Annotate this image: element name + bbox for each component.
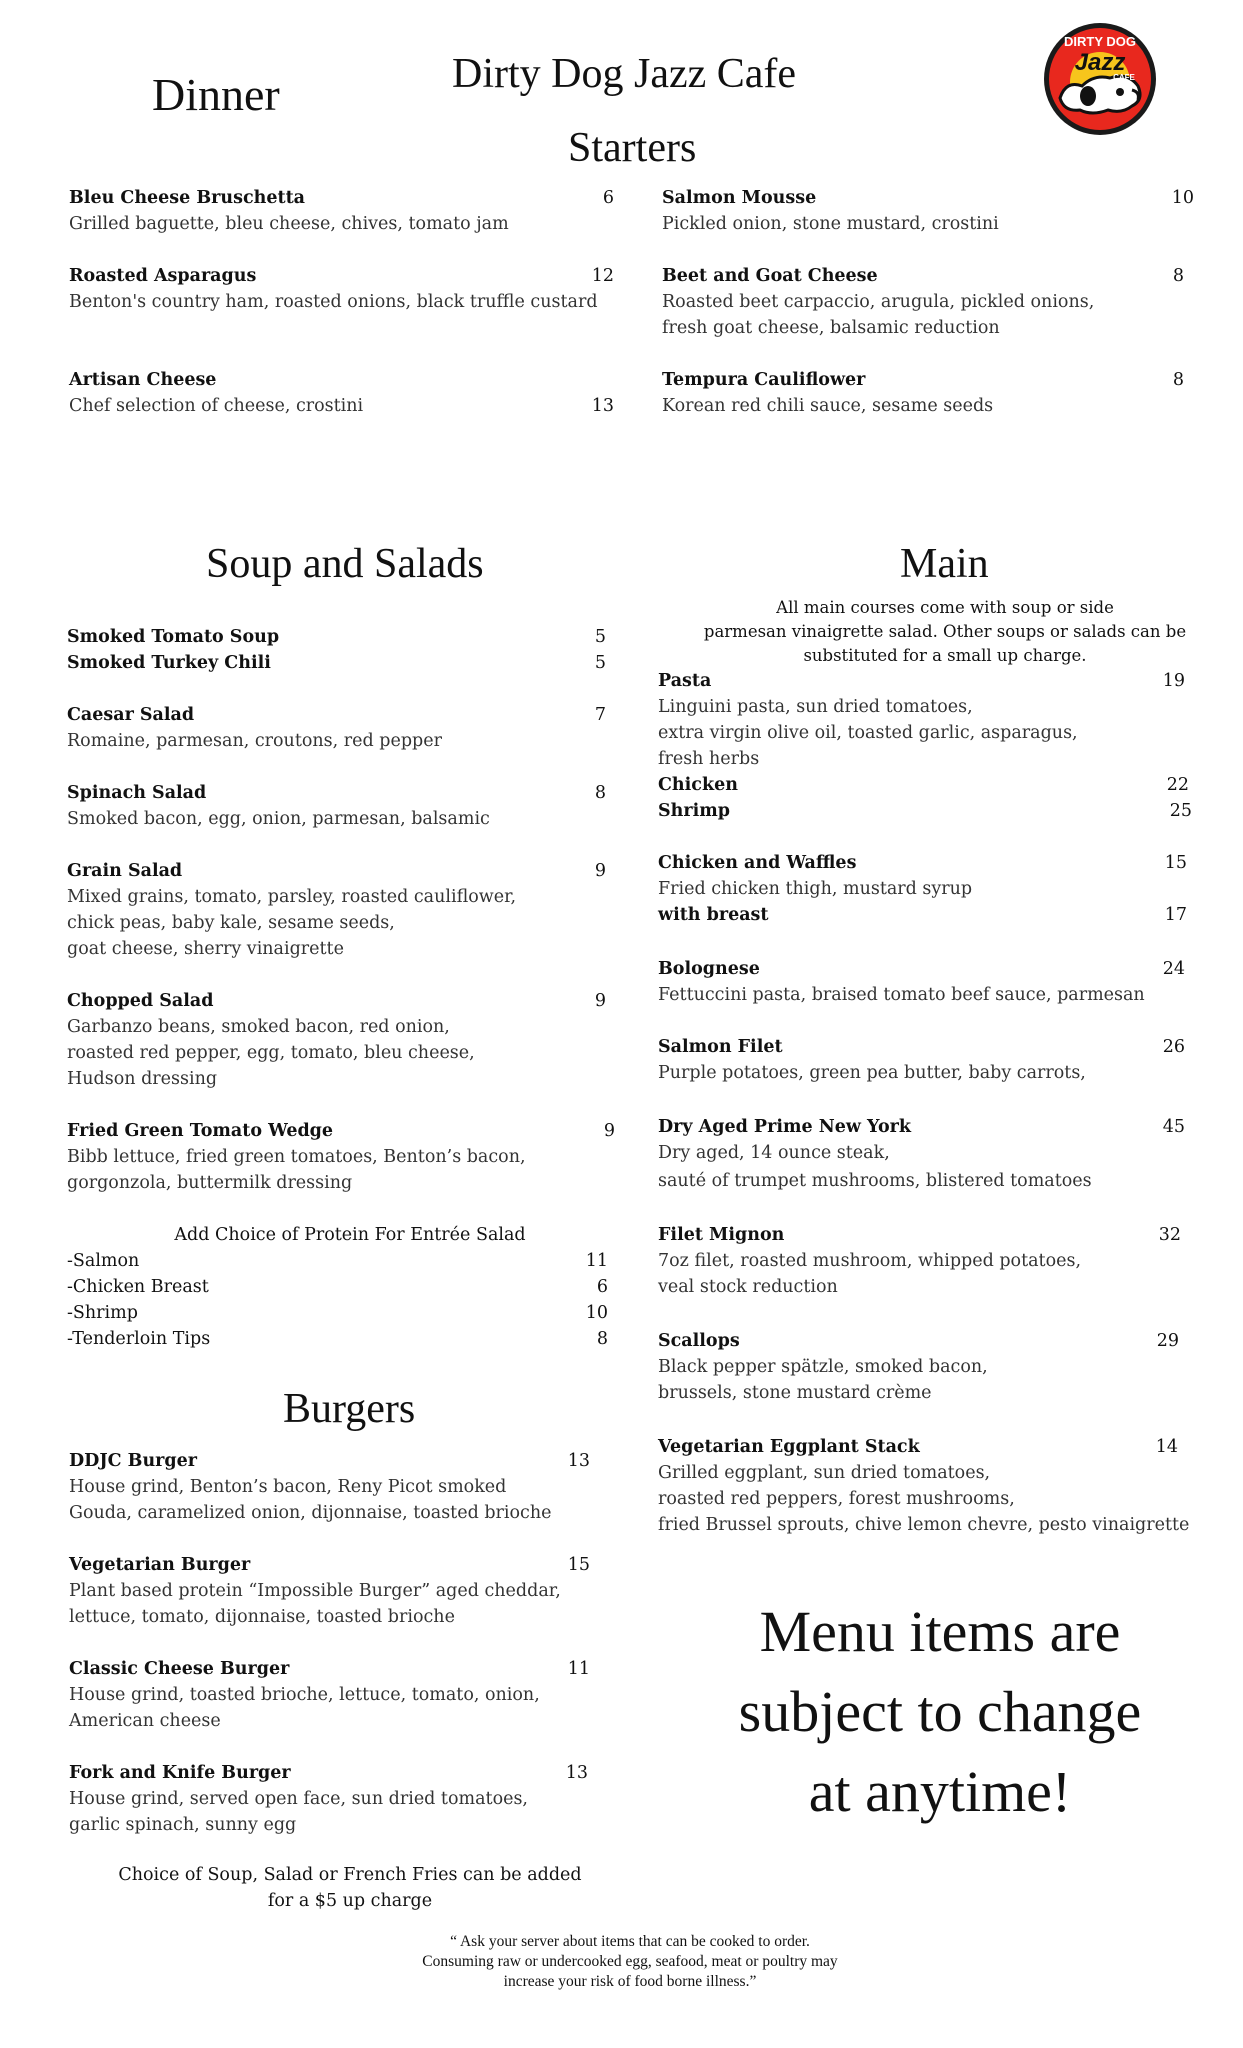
item-price: 9 [594, 861, 606, 881]
item-description: brussels, stone mustard crème [658, 1383, 932, 1403]
protein-price: 11 [585, 1251, 608, 1271]
item-name: Fork and Knife Burger [69, 1763, 291, 1783]
item-name: Roasted Asparagus [69, 266, 257, 286]
item-description: Chef selection of cheese, crostini [69, 396, 364, 416]
starter-item [662, 367, 1184, 419]
addon-name: Shrimp [658, 801, 730, 821]
note-line: for a $5 up charge [267, 1891, 433, 1911]
item-description: sauté of trumpet mushrooms, blistered tomatoes [658, 1171, 1092, 1191]
item-description: Romaine, parmesan, croutons, red pepper [67, 731, 442, 751]
pasta-addon [658, 772, 1189, 798]
item-price: 15 [1164, 853, 1187, 873]
notice-line: subject to change [738, 1679, 1142, 1744]
item-description: Roasted beet carpaccio, arugula, pickled onions, [662, 292, 1095, 312]
burger-item [69, 1656, 590, 1734]
item-name: Dry Aged Prime New York [658, 1117, 911, 1137]
main-item [658, 668, 1185, 772]
item-price: 13 [591, 396, 614, 416]
item-name: Salmon Mousse [662, 188, 817, 208]
item-description: Grilled baguette, bleu cheese, chives, tomato jam [69, 214, 509, 234]
item-price: 14 [1155, 1437, 1178, 1457]
main-item [658, 1222, 1181, 1300]
salad-item [67, 1118, 615, 1196]
item-description: fried Brussel sprouts, chive lemon chevre, pesto vinaigrette [658, 1515, 1190, 1535]
disclaimer-line: increase your risk of food borne illness.” [503, 1973, 757, 1990]
pasta-addon [658, 798, 1192, 824]
item-description: Fried chicken thigh, mustard syrup [658, 879, 973, 899]
disclaimer-line: Consuming raw or undercooked egg, seafood, meat or poultry may [422, 1953, 838, 1970]
item-description: Purple potatoes, green pea butter, baby carrots, [658, 1063, 1086, 1083]
addon-price: 22 [1166, 775, 1189, 795]
item-description: Pickled onion, stone mustard, crostini [662, 214, 999, 234]
item-price: 8 [1172, 370, 1184, 390]
salad-item [67, 858, 606, 962]
notice-line: at anytime! [808, 1759, 1072, 1824]
addon-name: Chicken [658, 775, 738, 795]
item-description: Grilled eggplant, sun dried tomatoes, [658, 1463, 991, 1483]
item-name: Scallops [658, 1331, 740, 1351]
item-name: Tempura Cauliflower [662, 370, 866, 390]
svg-text:Jazz: Jazz [1074, 49, 1126, 76]
item-price: 13 [565, 1763, 588, 1783]
item-description: extra virgin olive oil, toasted garlic, asparagus, [658, 723, 1078, 743]
soup-item [67, 624, 606, 650]
item-description: House grind, served open face, sun dried tomatoes, [69, 1789, 528, 1809]
item-name: Fried Green Tomato Wedge [67, 1121, 334, 1141]
protein-option [67, 1300, 608, 1326]
item-price: 29 [1156, 1331, 1179, 1351]
item-description: American cheese [69, 1711, 221, 1731]
starters-heading: Starters [568, 125, 697, 171]
item-name: Smoked Tomato Soup [67, 627, 280, 647]
item-price: 8 [594, 783, 606, 803]
protein-name: -Shrimp [67, 1303, 138, 1323]
item-price: 9 [594, 991, 606, 1011]
item-name: Chopped Salad [67, 991, 214, 1011]
protein-name: -Tenderloin Tips [67, 1329, 211, 1349]
item-name: Caesar Salad [67, 705, 195, 725]
protein-price: 10 [585, 1303, 608, 1323]
item-price: 12 [591, 266, 614, 286]
item-price: 45 [1162, 1117, 1185, 1137]
item-description: House grind, Benton’s bacon, Reny Picot smoked [69, 1477, 507, 1497]
item-name: Pasta [658, 671, 712, 691]
item-name: DDJC Burger [69, 1451, 197, 1471]
item-description: Gouda, caramelized onion, dijonnaise, toasted brioche [69, 1503, 552, 1523]
item-price: 8 [1172, 266, 1184, 286]
burgers-heading: Burgers [283, 1386, 416, 1432]
item-price: 15 [567, 1555, 590, 1575]
food-safety-disclaimer [390, 1932, 870, 1992]
main-item [658, 1434, 1190, 1538]
item-name: Bleu Cheese Bruschetta [69, 188, 305, 208]
svg-text:CAFE: CAFE [1113, 73, 1135, 82]
main-intro-note [700, 596, 1190, 668]
addon-price: 25 [1169, 801, 1192, 821]
item-price: 32 [1158, 1225, 1181, 1245]
main-item [658, 956, 1185, 1008]
item-description: chick peas, baby kale, sesame seeds, [67, 913, 395, 933]
item-price: 11 [567, 1659, 590, 1679]
item-name: Filet Mignon [658, 1225, 785, 1245]
item-name: Vegetarian Burger [69, 1555, 251, 1575]
item-description: lettuce, tomato, dijonnaise, toasted brioche [69, 1607, 455, 1627]
cafe-name: Dirty Dog Jazz Cafe [452, 51, 797, 97]
protein-option [67, 1326, 608, 1352]
starter-item [662, 263, 1184, 341]
item-name: Chicken and Waffles [658, 853, 857, 873]
salad-item [67, 702, 606, 754]
item-description: Korean red chili sauce, sesame seeds [662, 396, 994, 416]
addon-name: with breast [658, 905, 769, 925]
note-line: Choice of Soup, Salad or French Fries can be added [118, 1865, 582, 1885]
item-description: roasted red peppers, forest mushrooms, [658, 1489, 1015, 1509]
main-heading: Main [900, 541, 989, 587]
main-item [658, 1034, 1185, 1086]
item-description: Garbanzo beans, smoked bacon, red onion, [67, 1017, 450, 1037]
addon-price: 17 [1164, 905, 1187, 925]
burger-item [69, 1448, 590, 1526]
item-description: Mixed grains, tomato, parsley, roasted cauliflower, [67, 887, 517, 907]
item-price: 19 [1162, 671, 1185, 691]
item-name: Smoked Turkey Chili [67, 653, 271, 673]
item-description: Plant based protein “Impossible Burger” aged cheddar, [69, 1581, 561, 1601]
protein-name: -Chicken Breast [67, 1277, 209, 1297]
protein-price: 6 [596, 1277, 608, 1297]
item-price: 10 [1171, 188, 1194, 208]
item-price: 9 [603, 1121, 615, 1141]
menu-section-title: Dinner [152, 69, 280, 120]
item-description: gorgonzola, buttermilk dressing [67, 1173, 353, 1193]
main-item [658, 1114, 1185, 1194]
note-line: substituted for a small up charge. [803, 646, 1087, 665]
note-line: All main courses come with soup or side [776, 598, 1114, 617]
item-description: Linguini pasta, sun dried tomatoes, [658, 697, 973, 717]
disclaimer-line: “ Ask your server about items that can be cooked to order. [450, 1933, 810, 1950]
protein-heading: Add Choice of Protein For Entrée Salad [174, 1225, 526, 1245]
item-price: 5 [594, 653, 606, 673]
item-description: Smoked bacon, egg, onion, parmesan, balsamic [67, 809, 490, 829]
starter-item [662, 185, 1194, 237]
main-item [658, 1328, 1179, 1406]
soup-item [67, 650, 606, 676]
dirty-dog-logo [1036, 20, 1164, 138]
protein-name: -Salmon [67, 1251, 140, 1271]
item-name: Classic Cheese Burger [69, 1659, 290, 1679]
item-price: 26 [1162, 1037, 1185, 1057]
salad-item [67, 780, 606, 832]
side-upcharge-note [110, 1862, 590, 1914]
item-description: Hudson dressing [67, 1069, 218, 1089]
item-price: 13 [567, 1451, 590, 1471]
item-name: Salmon Filet [658, 1037, 783, 1057]
item-description: fresh goat cheese, balsamic reduction [662, 318, 1000, 338]
protein-price: 8 [596, 1329, 608, 1349]
item-description: Benton's country ham, roasted onions, black truffle custard [69, 292, 598, 312]
item-price: 7 [594, 705, 606, 725]
menu-change-notice [690, 1592, 1190, 1832]
item-name: Grain Salad [67, 861, 183, 881]
item-name: Beet and Goat Cheese [662, 266, 878, 286]
item-description: Black pepper spätzle, smoked bacon, [658, 1357, 988, 1377]
note-line: parmesan vinaigrette salad. Other soups or salads can be [703, 622, 1187, 641]
item-description: goat cheese, sherry vinaigrette [67, 939, 344, 959]
item-description: Fettuccini pasta, braised tomato beef sauce, parmesan [658, 985, 1145, 1005]
item-name: Artisan Cheese [69, 370, 217, 390]
item-description: House grind, toasted brioche, lettuce, tomato, onion, [69, 1685, 540, 1705]
protein-option [67, 1248, 608, 1274]
item-description: veal stock reduction [658, 1277, 838, 1297]
item-name: Bolognese [658, 959, 760, 979]
main-item [658, 850, 1187, 902]
item-description: Bibb lettuce, fried green tomatoes, Benton’s bacon, [67, 1147, 526, 1167]
item-name: Vegetarian Eggplant Stack [658, 1437, 920, 1457]
svg-text:DIRTY DOG: DIRTY DOG [1064, 34, 1136, 49]
burger-item [69, 1552, 590, 1630]
item-description: fresh herbs [658, 749, 760, 769]
notice-line: Menu items are [759, 1599, 1121, 1664]
waffles-addon [658, 902, 1187, 928]
item-description: Dry aged, 14 ounce steak, [658, 1143, 890, 1163]
item-price: 5 [594, 627, 606, 647]
item-name: Spinach Salad [67, 783, 207, 803]
starter-item [69, 263, 614, 315]
item-description: 7oz filet, roasted mushroom, whipped potatoes, [658, 1251, 1082, 1271]
item-price: 24 [1162, 959, 1185, 979]
soup-salads-heading: Soup and Salads [206, 541, 484, 587]
item-price: 6 [602, 188, 614, 208]
item-description: garlic spinach, sunny egg [69, 1815, 297, 1835]
burger-item [69, 1760, 588, 1838]
salad-item [67, 988, 606, 1092]
starter-item [69, 367, 614, 419]
starter-item [69, 185, 614, 237]
protein-option [67, 1274, 608, 1300]
item-description: roasted red pepper, egg, tomato, bleu cheese, [67, 1043, 475, 1063]
